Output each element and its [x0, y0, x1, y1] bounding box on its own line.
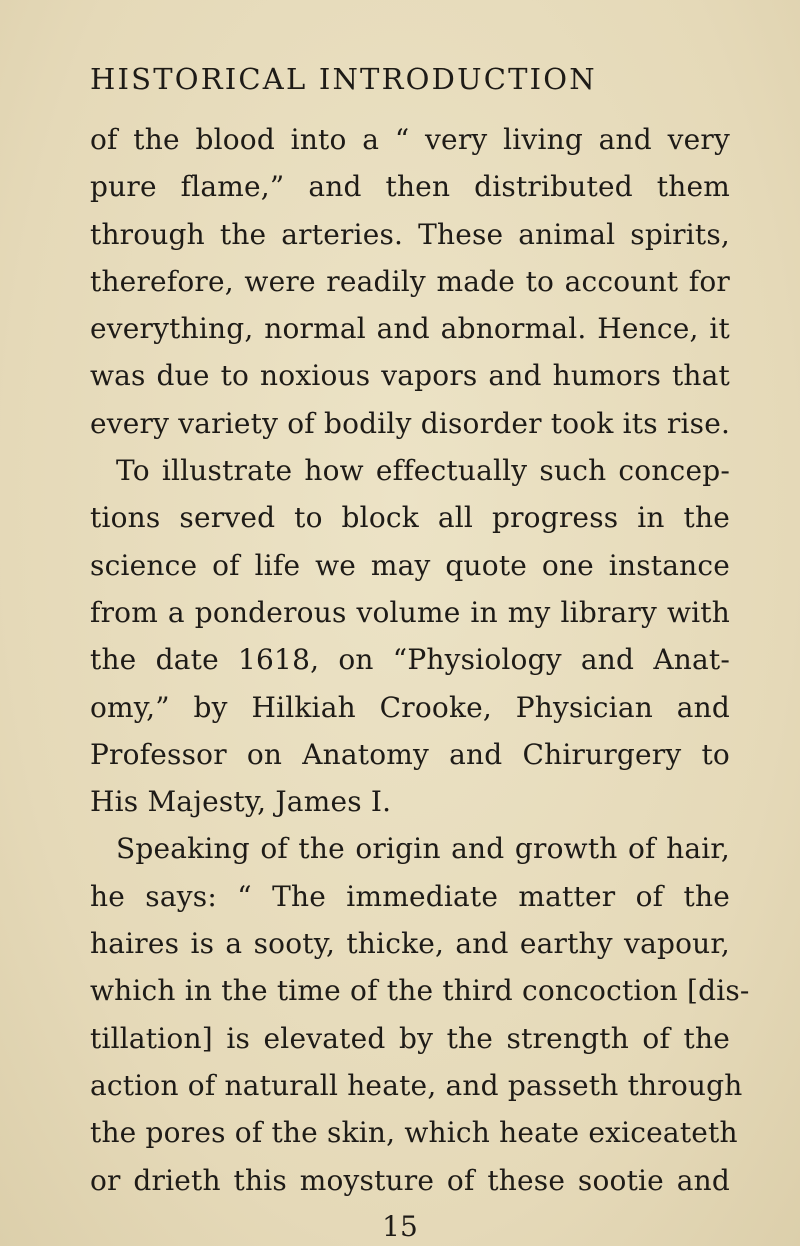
text-line: omy,” by Hilkiah Crooke, Physician and [90, 690, 730, 724]
body-text [90, 116, 750, 1204]
text-line: tions served to block all progress in the [90, 501, 730, 535]
text-line: which in the time of the third concoction [dis- [90, 974, 750, 1008]
text-line: His Majesty, James I. [90, 785, 392, 819]
text-line: therefore, were readily made to account for [90, 264, 730, 298]
text-line: he says: “ The immediate matter of the [90, 879, 730, 913]
text-line: pure flame,” and then distributed them [90, 170, 730, 204]
text-line: Professor on Anatomy and Chirurgery to [90, 737, 730, 771]
text-line: the date 1618, on “Physiology and Anat- [90, 643, 730, 677]
text-line: the pores of the skin, which heate exiceateth [90, 1116, 738, 1150]
text-line: To illustrate how effectually such concep- [116, 454, 730, 488]
text-line: Speaking of the origin and growth of hair, [116, 832, 730, 866]
text-line: science of life we may quote one instance [90, 548, 730, 582]
text-line: everything, normal and abnormal. Hence, it [90, 312, 730, 346]
text-line: action of naturall heate, and passeth through [90, 1068, 743, 1102]
text-line: tillation] is elevated by the strength of the [90, 1021, 730, 1055]
text-line: through the arteries. These animal spirits, [90, 217, 730, 251]
text-line: was due to noxious vapors and humors that [90, 359, 730, 393]
text-line: from a ponderous volume in my library with [90, 595, 730, 629]
text-line: every variety of bodily disorder took its rise. [90, 406, 731, 440]
text-line: haires is a sooty, thicke, and earthy vapour, [90, 927, 730, 961]
page-number: 15 [382, 1210, 418, 1243]
text-line: of the blood into a “ very living and very [90, 123, 730, 156]
text-line: or drieth this moysture of these sootie and [90, 1163, 730, 1197]
running-head: HISTORICAL INTRODUCTION [90, 62, 597, 96]
